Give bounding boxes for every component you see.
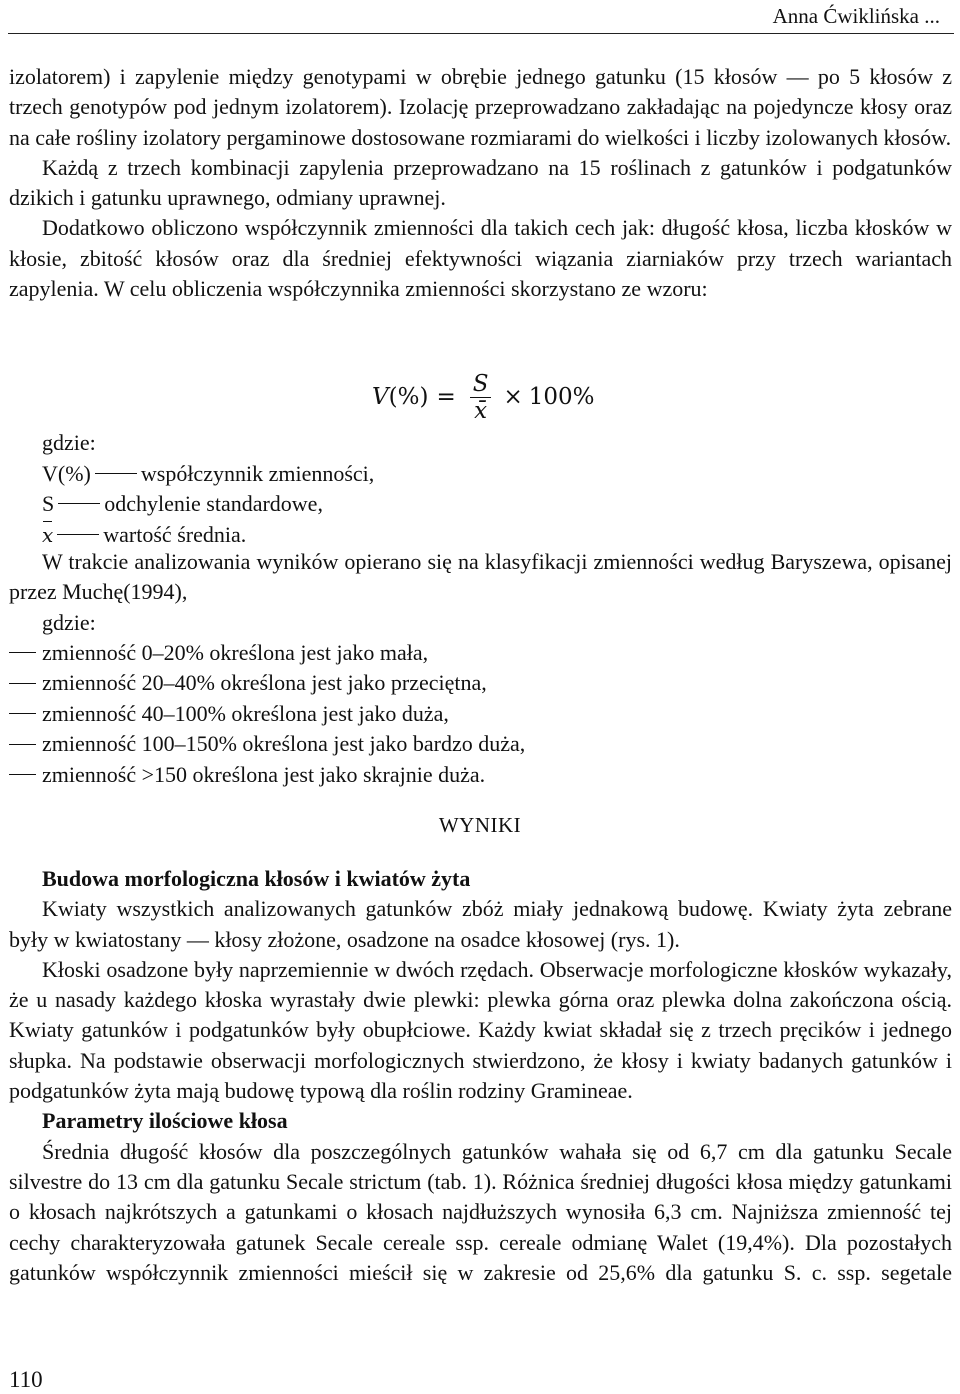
- definition-symbol: S: [42, 491, 55, 516]
- paragraph-length: Średnia długość kłosów dla poszczególnych gatunków wahała się od 6,7 cm dla gatunku Secale silvestre do 13 cm dla gatunku Secale strictum (tab. 1). Różnica średniej długości kłosa między gatunkami o kłosach najkrótszych a gatunkami o kłosach najdłuższych wynosiła 6,3 cm. Najniższa zmienność tej cechy charakteryzowała gatunek Secale cereale ssp. cereale odmianę Walet (19,4%). Dla pozostałych gatunków współczynnik zmienności mieścił się w zakresie od 25,6% dla gatunku S. c. ssp. segetale: [9, 1138, 952, 1285]
- formula-denominator: x̄: [474, 397, 488, 424]
- definition-symbol: V(%): [42, 460, 91, 486]
- classification-intro-block: [9, 547, 952, 638]
- page-number: 110: [9, 1367, 43, 1392]
- list-item-text: zmienność 40–100% określona jest jako duża,: [42, 700, 449, 726]
- formula-lhs-var: V: [372, 384, 389, 410]
- heading-parameters: Parametry ilościowe kłosa: [42, 1108, 288, 1134]
- list-item: [9, 760, 525, 790]
- list-item: [9, 699, 525, 729]
- list-item: [9, 638, 525, 668]
- section-title: WYNIKI: [438, 813, 522, 837]
- heading-morphology: Budowa morfologiczna kłosów i kwiatów żyta: [42, 866, 471, 891]
- paragraph-isolation: izolatorem) i zapylenie między genotypami w obrębie jednego gatunku (15 kłosów — po 5 kłosów z trzech genotypów pod jednym izolatorem). Izolację przeprowadzano zakładając na pojedyncze kłosy oraz na całe rośliny izolatory pergaminowe dostosowane rozmiarami do wielkości i liczby izolowanych kłosów.: [9, 64, 952, 150]
- header-rule: [8, 33, 954, 34]
- dash-bullet: [9, 683, 36, 684]
- formula-definitions: [42, 428, 374, 550]
- definition-item: [42, 459, 374, 490]
- formula-fraction: [470, 371, 492, 424]
- dash-bullet: [9, 774, 36, 775]
- dash-bullet: [9, 713, 36, 714]
- em-dash: [58, 503, 100, 504]
- body-top: [9, 62, 952, 304]
- definition-item: [42, 520, 374, 551]
- definition-symbol-xbar: x: [42, 520, 53, 551]
- paragraph-coefficient: Dodatkowo obliczono współczynnik zmienności dla takich cech jak: długość kłosa, liczba kłosków w kłosie, zbitość kłosów oraz dla średniej efektywności wiązania ziarniaków przy trzech wariantach zapylenia. W celu obliczenia współczynnika zmienności skorzystano ze wzoru:: [9, 215, 952, 302]
- formula-numerator: S: [470, 371, 492, 398]
- em-dash: [57, 534, 99, 535]
- paragraph-spikelets: Kłoski osadzone były naprzemiennie w dwóch rzędach. Obserwacje morfologiczne kłosków wykazały, że u nasady każdego kłoska wyrastały dwie plewki: plewka górna oraz plewka dolna zakończona ością. Kwiaty gatunków i podgatunków były obupłciowe. Każdy kwiat składał się z trzech pręcików i jednego słupka. Na podstawie obserwacji morfologicznych stwierdzono, że kłosy i kwiaty badanych gatunków i podgatunków żyta mają budowę typową dla roślin rodziny Gramineae.: [9, 956, 952, 1104]
- em-dash: [95, 473, 137, 474]
- definition-text: współczynnik zmienności,: [140, 460, 375, 486]
- list-item-text: zmienność 0–20% określona jest jako mała,: [42, 640, 429, 665]
- definition-text: wartość średnia.: [103, 521, 247, 547]
- dash-bullet: [9, 652, 36, 653]
- coefficient-formula: [372, 366, 595, 428]
- list-item-text: zmienność 100–150% określona jest jako bardzo duża,: [42, 731, 526, 757]
- definition-item: [42, 489, 374, 520]
- list-item-text: zmienność >150 określona jest jako skrajnie duża.: [42, 761, 486, 787]
- formula-times: ×: [503, 384, 523, 410]
- paragraph-flowers: Kwiaty wszystkich analizowanych gatunków zbóż miały jednakową budowę. Kwiaty żyta zebrane były w kwiatostany — kłosy złożone, osadzone na osadce kłosowej (rys. 1).: [9, 896, 952, 952]
- variability-list: [9, 638, 525, 790]
- formula-equals: =: [436, 384, 456, 410]
- paragraph-classification: W trakcie analizowania wyników opierano się na klasyfikacji zmienności według Baryszewa, opisanej przez Muchę(1994),: [9, 549, 952, 605]
- formula-rhs: 100%: [528, 384, 595, 410]
- dash-bullet: [9, 744, 36, 745]
- classification-where: gdzie:: [42, 609, 96, 635]
- list-item: [9, 729, 525, 759]
- running-header: Anna Ćwiklińska ...: [772, 4, 940, 28]
- list-item-text: zmienność 20–40% określona jest jako przeciętna,: [42, 670, 487, 696]
- definitions-intro: gdzie:: [42, 430, 96, 455]
- paragraph-combinations: Każdą z trzech kombinacji zapylenia przeprowadzano na 15 roślinach z gatunków i podgatunków dzikich i gatunku uprawnego, odmiany uprawnej.: [9, 154, 952, 211]
- formula-lhs-paren: (%): [388, 384, 429, 410]
- definition-text: odchylenie standardowe,: [104, 491, 323, 516]
- results-body: [9, 864, 952, 1288]
- list-item: [9, 668, 525, 698]
